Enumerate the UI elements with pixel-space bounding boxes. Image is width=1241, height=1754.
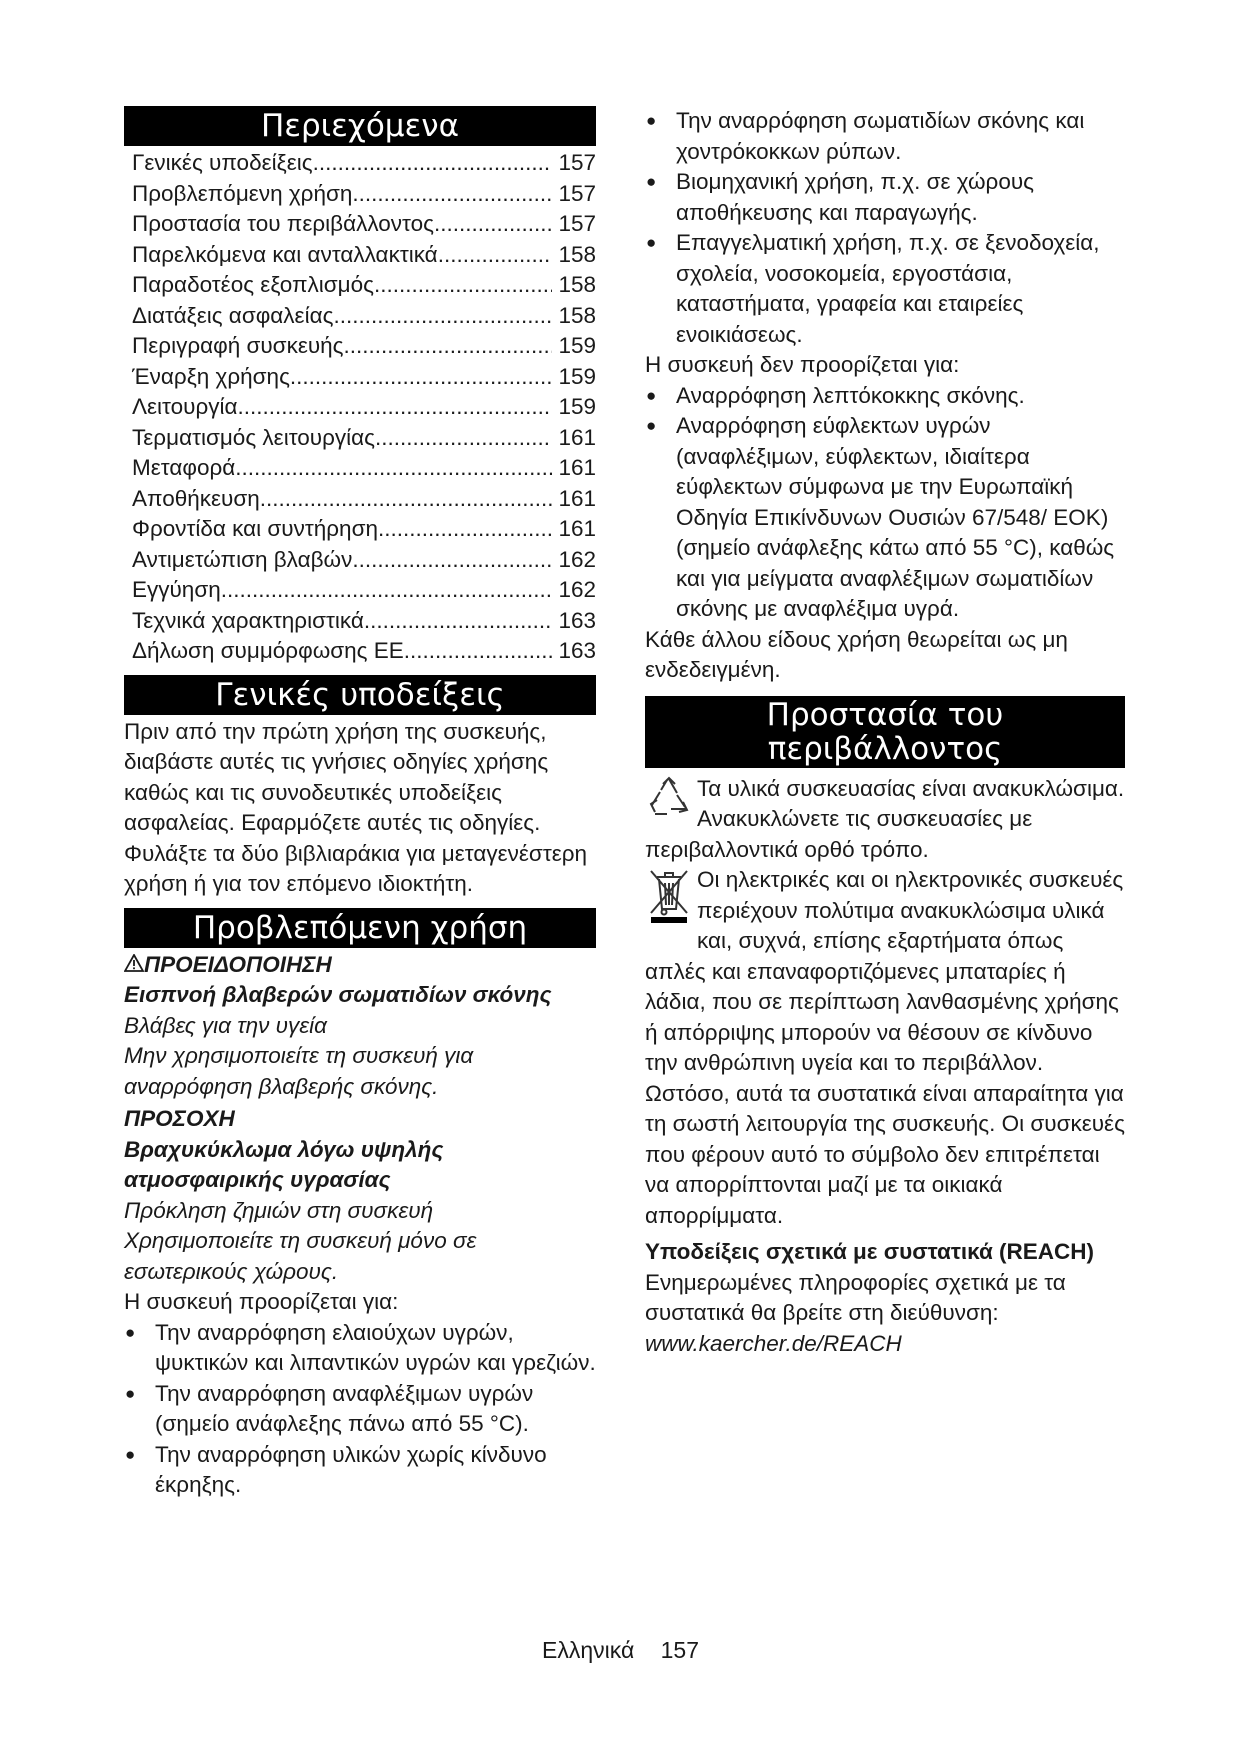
toc-entry-label: Αντιμετώπιση βλαβών — [132, 546, 353, 572]
list-item: ● Την αναρρόφηση αναφλέξιμων υγρών (σημείο ανάφλεξης πάνω από 55 °C). — [124, 1379, 596, 1440]
list-item: ● Βιομηχανική χρήση, π.χ. σε χώρους αποθήκευσης και παραγωγής. — [645, 167, 1125, 228]
table-of-contents — [124, 148, 596, 667]
toc-entry-page: 159 — [558, 333, 596, 358]
toc-entry-page: 159 — [558, 363, 596, 389]
toc-entry[interactable] — [124, 270, 596, 301]
toc-entry-label: Αποθήκευση — [132, 485, 260, 511]
section-title-general: Γενικές υποδείξεις — [124, 675, 596, 715]
left-column — [124, 106, 596, 1501]
toc-title: Περιεχόμενα — [124, 106, 596, 146]
toc-entry[interactable] — [124, 453, 596, 484]
page-footer — [0, 1637, 1241, 1664]
intended-for-intro: Η συσκευή προορίζεται για: — [124, 1289, 399, 1314]
toc-entry-label: Μεταφορά — [132, 455, 236, 480]
toc-entry-label: Προστασία του περιβάλλοντος — [132, 211, 434, 236]
toc-entry[interactable] — [124, 575, 596, 606]
toc-entry-label: Φροντίδα και συντήρηση — [132, 516, 378, 541]
list-item: ● Την αναρρόφηση υλικών χωρίς κίνδυνο έκρηξης. — [124, 1440, 596, 1501]
toc-entry[interactable] — [124, 484, 596, 515]
toc-entry-label: Εγγύηση — [132, 577, 221, 602]
toc-entry-label: Γενικές υποδείξεις — [132, 150, 313, 175]
toc-entry-label: Διατάξεις ασφαλείας — [132, 302, 334, 328]
list-item: ● Την αναρρόφηση σωματιδίων σκόνης και χοντρόκοκκων ρύπων. — [645, 106, 1125, 167]
toc-entry-label: Λειτουργία — [132, 394, 238, 419]
reach-heading: Υποδείξεις σχετικά με συστατικά (REACH) — [645, 1239, 1095, 1264]
toc-entry-page: 163 — [558, 638, 596, 663]
recycling-paragraph: Τα υλικά συσκευασίας είναι ανακυκλώσιμα. Ανακυκλώνετε τις συσκευασίες με περιβαλλοντικά ορθό τρόπο. — [645, 775, 1125, 862]
toc-entry-page: 161 — [558, 455, 596, 480]
toc-entry-page: 163 — [558, 607, 596, 633]
toc-entry[interactable] — [124, 240, 596, 271]
toc-entry-page: 161 — [558, 516, 596, 541]
toc-entry-page: 157 — [558, 150, 596, 175]
toc-entry[interactable] — [124, 545, 596, 576]
toc-entry-page: 161 — [558, 424, 596, 450]
warning-consequence: Βλάβες για την υγεία — [124, 1012, 328, 1038]
warning-label: ΠΡΟΕΙΔΟΠΟΙΗΣΗ — [124, 950, 596, 981]
toc-entry-label: Τεχνικά χαρακτηριστικά — [132, 607, 364, 633]
footer-language: Ελληνικά — [541, 1637, 635, 1663]
toc-entry-page: 157 — [558, 211, 596, 236]
toc-entry-page: 158 — [558, 241, 596, 267]
toc-entry[interactable] — [124, 423, 596, 454]
caution-heading: Βραχυκύκλωμα λόγω υψηλής ατμοσφαιρικής υγρασίας — [124, 1136, 444, 1192]
toc-entry[interactable] — [124, 331, 596, 362]
footer-page-number: 157 — [660, 1637, 700, 1663]
toc-entry-label: Περιγραφή συσκευής — [132, 333, 344, 358]
toc-entry-page: 158 — [558, 302, 596, 328]
list-item: ● Αναρρόφηση εύφλεκτων υγρών (αναφλέξιμων, εύφλεκτων, ιδιαίτερα εύφλεκτων σύμφωνα με την Ευρωπαϊκή Οδηγία Επικίνδυνων Ουσιών 67/548/ ΕΟΚ) (σημείο ανάφλεξης κάτω από 55 °C), καθώς και για μείγματα αναφλέξιμων σωματιδίων σκόνης με αναφλέξιμα υγρά. — [645, 411, 1125, 625]
caution-consequence: Πρόκληση ζημιών στη συσκευή — [124, 1197, 434, 1223]
toc-entry-page: 162 — [558, 577, 596, 602]
list-item: ● Την αναρρόφηση ελαιούχων υγρών, ψυκτικών και λιπαντικών υγρών και γρεζιών. — [124, 1318, 596, 1379]
section-title-intended-use: Προβλεπόμενη χρήση — [124, 908, 596, 948]
warning-triangle-icon — [124, 952, 144, 977]
caution-label: ΠΡΟΣΟΧΗ — [124, 1106, 235, 1131]
toc-entry[interactable] — [124, 148, 596, 179]
toc-entry-page: 159 — [558, 394, 596, 419]
crossed-bin-icon — [647, 867, 691, 934]
reach-link[interactable]: www.kaercher.de/REACH — [645, 1330, 902, 1356]
warning-instruction: Μην χρησιμοποιείτε τη συσκευή για αναρρόφηση βλαβερής σκόνης. — [124, 1043, 474, 1099]
list-item: ● Αναρρόφηση λεπτόκοκκης σκόνης. — [645, 381, 1125, 412]
toc-entry[interactable] — [124, 392, 596, 423]
warning-heading: Εισπνοή βλαβερών σωματιδίων σκόνης — [124, 982, 552, 1007]
toc-entry-page: 158 — [558, 272, 596, 297]
right-column — [645, 106, 1125, 1359]
reach-text: Ενημερωμένες πληροφορίες σχετικά με τα συστατικά θα βρείτε στη διεύθυνση: — [645, 1269, 1066, 1325]
other-use-text: Κάθε άλλου είδους χρήση θεωρείται ως μη ενδεδειγμένη. — [645, 626, 1068, 682]
toc-entry-page: 162 — [558, 546, 596, 572]
weee-paragraph: Οι ηλεκτρικές και οι ηλεκτρονικές συσκευές περιέχουν πολύτιμα ανακυκλώσιμα υλικά και, συχνά, επίσης εξαρτήματα όπως απλές και επαναφορτιζόμενες μπαταρίες ή λάδια, που σε περίπτωση λανθασμένης χρήσης ή απόρριψης μπορούν να θέσουν σε κίνδυνο την ανθρώπινη υγεία και το περιβάλλον. Ωστόσο, αυτά τα συστατικά είναι απαραίτητα για τη σωστή λειτουργία της συσκευής. Οι συσκευές που φέρουν αυτό το σύμβολο δεν επιτρέπεται να απορρίπτονται μαζί με τα οικιακά απορρίμματα. — [645, 867, 1125, 1228]
toc-entry-label: Τερματισμός λειτουργίας — [132, 424, 375, 450]
recycle-icon — [647, 776, 691, 829]
toc-entry[interactable] — [124, 636, 596, 667]
toc-entry-label: Παρελκόμενα και ανταλλακτικά — [132, 241, 438, 267]
not-intended-intro: Η συσκευή δεν προορίζεται για: — [645, 352, 960, 377]
toc-entry[interactable] — [124, 606, 596, 637]
general-text: Πριν από την πρώτη χρήση της συσκευής, διαβάστε αυτές τις γνήσιες οδηγίες χρήσης καθώς και τις συνοδευτικές υποδείξεις ασφαλείας. Εφαρμόζετε αυτές τις οδηγίες. Φυλάξτε τα δύο βιβλιαράκια για μεταγενέστερη χρήση ή για τον επόμενο ιδιοκτήτη. — [124, 718, 588, 896]
list-item: ● Επαγγελματική χρήση, π.χ. σε ξενοδοχεία, σχολεία, νοσοκομεία, εργοστάσια, καταστήματα, γραφεία και εταιρείες ενοικιάσεως. — [645, 228, 1125, 350]
toc-entry[interactable] — [124, 301, 596, 332]
toc-entry-page: 161 — [558, 485, 596, 511]
toc-entry-label: Δήλωση συμμόρφωσης ΕΕ — [132, 638, 404, 663]
toc-entry-label: Παραδοτέος εξοπλισμός — [132, 272, 374, 297]
toc-entry-label: Έναρξη χρήσης — [132, 363, 290, 389]
toc-entry[interactable] — [124, 179, 596, 210]
toc-entry-label: Προβλεπόμενη χρήση — [132, 180, 353, 206]
toc-entry[interactable] — [124, 362, 596, 393]
caution-instruction: Χρησιμοποιείτε τη συσκευή μόνο σε εσωτερικούς χώρους. — [124, 1228, 477, 1284]
toc-entry[interactable] — [124, 209, 596, 240]
toc-entry[interactable] — [124, 514, 596, 545]
toc-entry-page: 157 — [558, 180, 596, 206]
section-title-environment: Προστασία του περιβάλλοντος — [645, 696, 1125, 768]
